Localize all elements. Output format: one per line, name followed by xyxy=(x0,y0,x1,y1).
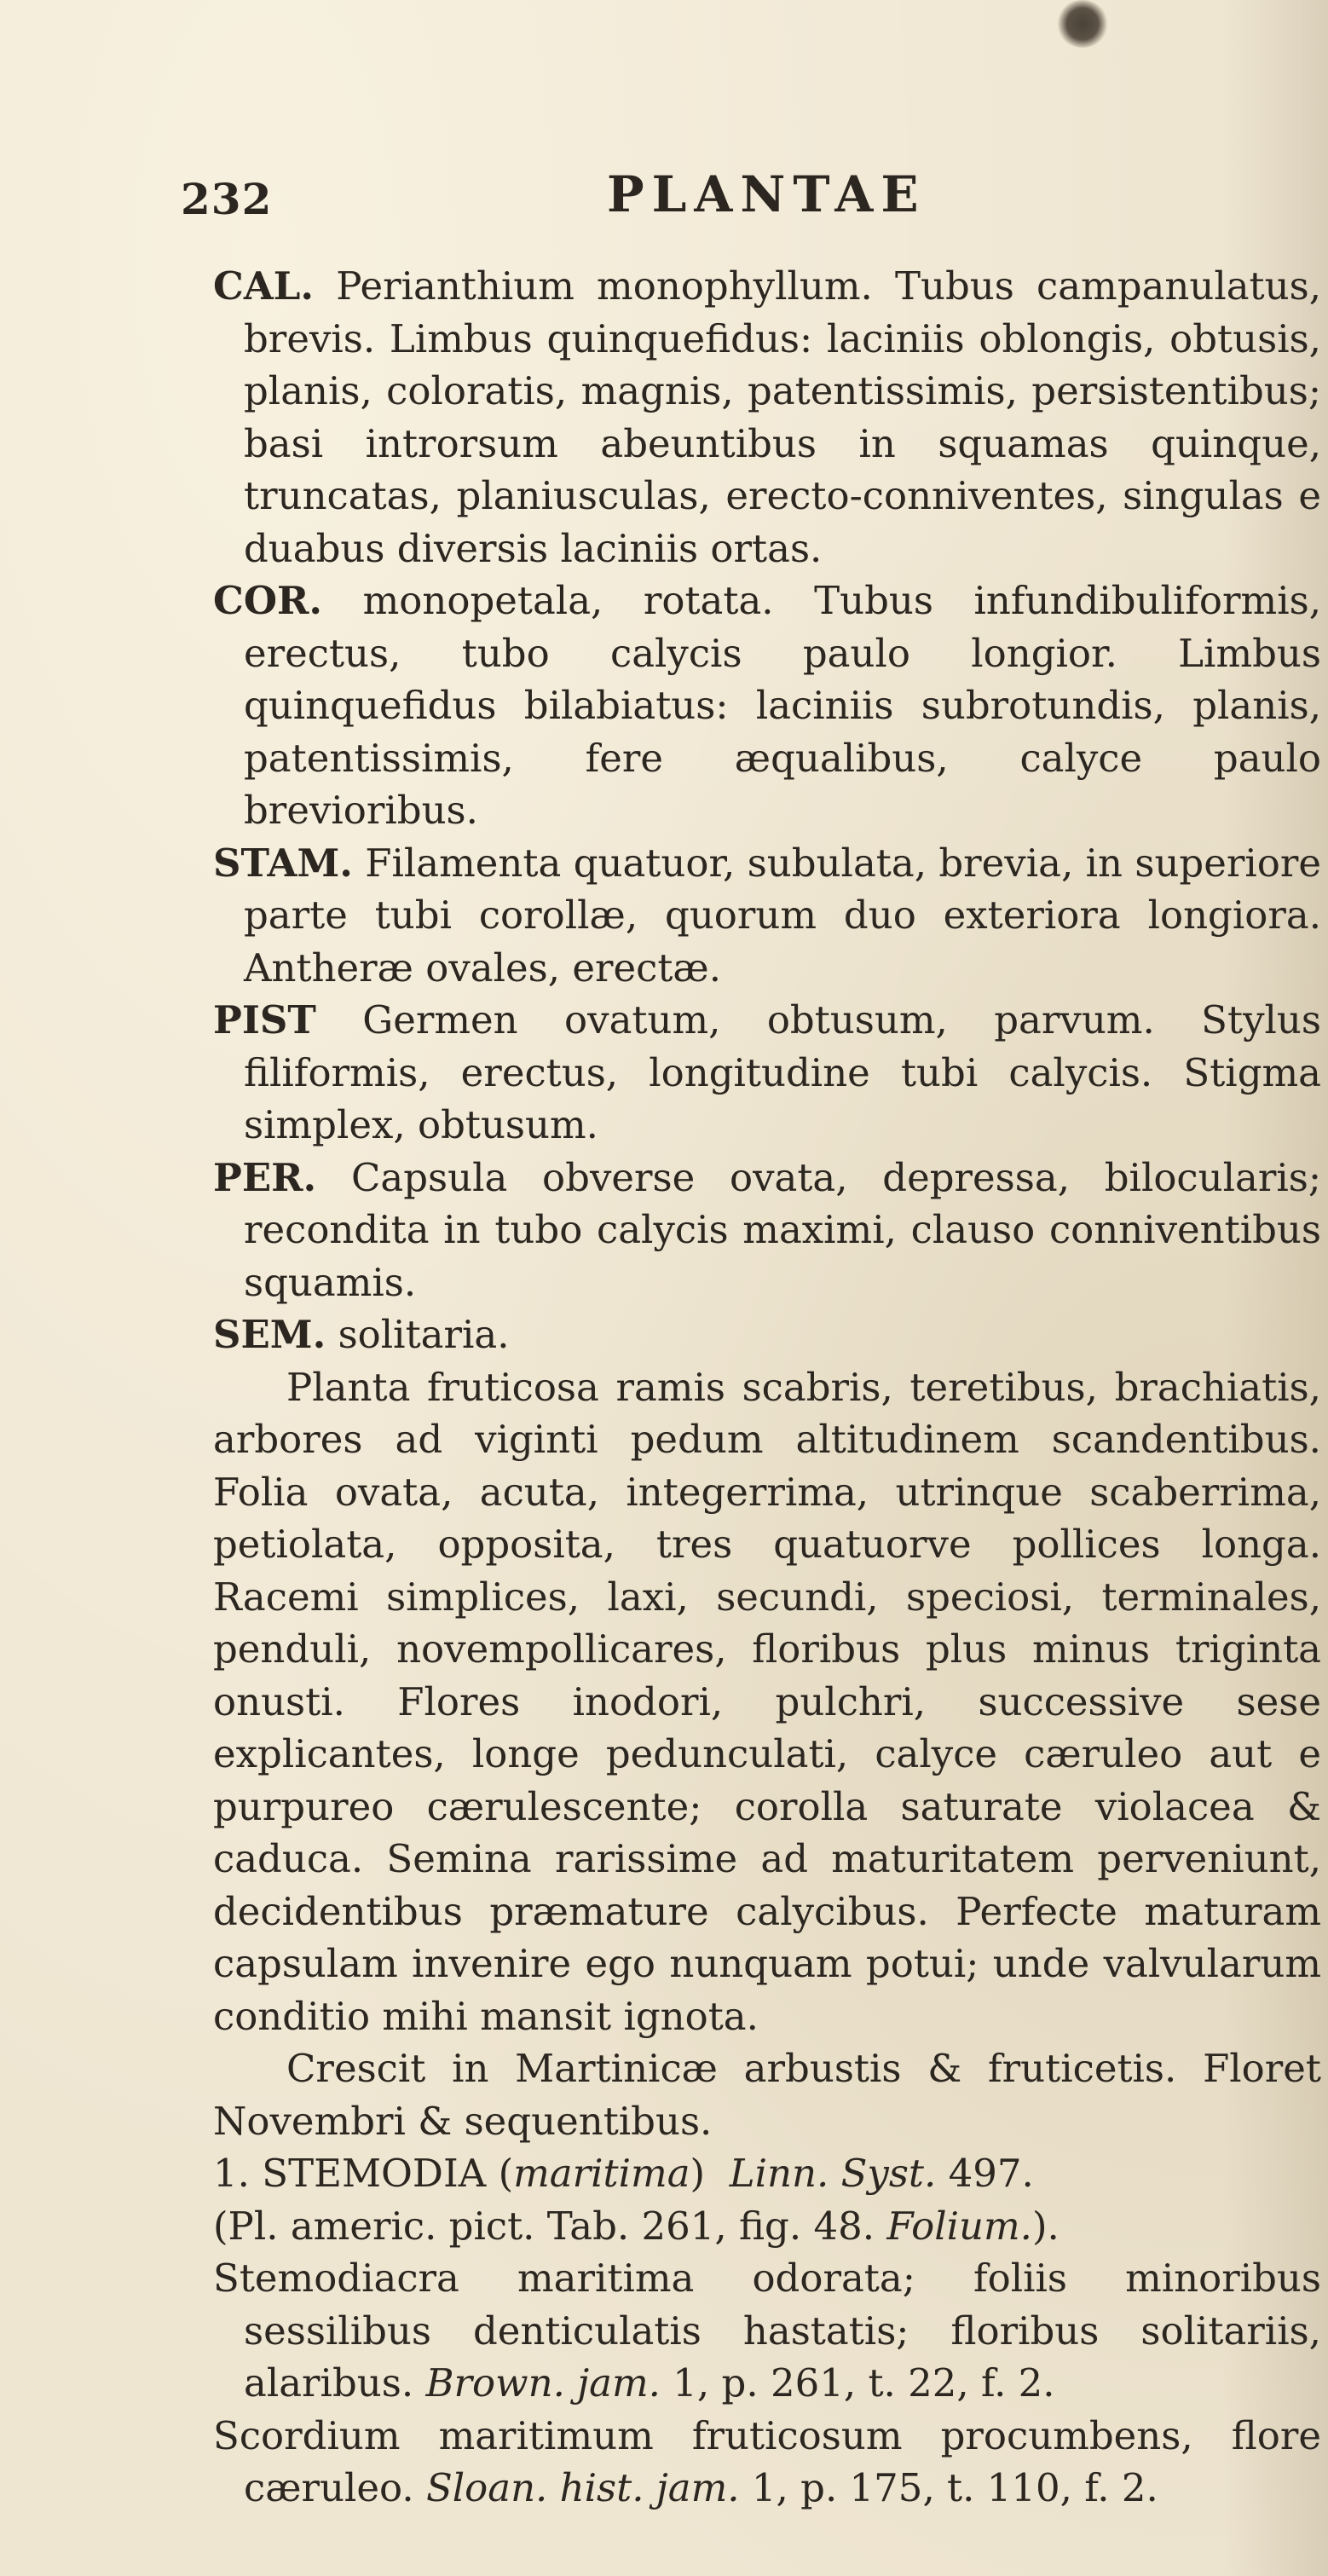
paragraph-lead: CAL. xyxy=(213,263,315,309)
paragraph-text: Germen ovatum, obtusum, parvum. Stylus filiformis, erectus, longitudine tubi calycis. Stigma simplex, obtusum. xyxy=(244,997,1321,1147)
paragraph-lead: SEM. xyxy=(213,1312,326,1357)
paragraph-pistil xyxy=(213,994,1321,1152)
paragraph-text: Perianthium monophyllum. Tubus campanulatus, brevis. Limbus quinquefidus: laciniis oblongis, obtusis, planis, coloratis, magnis, patentissimis, persistentibus; basi introrsum abeuntibus in squamas quinque, truncatas, planiusculas, erecto-conniventes, singulas e duabus diversis laciniis ortas. xyxy=(244,263,1321,571)
reference-work: Syst. xyxy=(840,2151,937,2196)
paragraph-text: Filamenta quatuor, subulata, brevia, in superiore parte tubi corollæ, quorum duo exteriora longiora. Antheræ ovales, erectæ. xyxy=(244,840,1322,991)
paragraph-calyx xyxy=(213,260,1321,575)
synonym-part: (Pl. americ. pict. Tab. 261, fig. 48. xyxy=(213,2203,887,2249)
synonym-line xyxy=(213,2200,1321,2253)
paragraph-description: Planta fruticosa ramis scabris, teretibus, brachiatis, arbores ad viginti pedum altitudinem scandentibus. Folia ovata, acuta, integerrima, utrinque scaberrima, petiolata, opposita, tres quatuorve pollices longa. Racemi simplices, laxi, secundi, speciosi, terminales, penduli, novempollicares, floribus plus minus triginta onusti. Flores inodori, pulchri, successive sese explicantes, longe pedunculati, calyce cæruleo aut e purpureo cærulescente; corolla saturate violacea & caduca. Semina rarissime ad maturitatem perveniunt, decidentibus præmature calycibus. Perfecte maturam capsulam invenire ego nunquam potui; unde valvularum conditio mihi mansit ignota. xyxy=(213,1364,1321,2039)
paragraph-pericarp xyxy=(213,1152,1321,1309)
reference-page: 497. xyxy=(948,2151,1034,2196)
paragraph-lead: PER. xyxy=(213,1154,317,1200)
paragraph-text: Capsula obverse ovata, depressa, bilocularis; recondita in tubo calycis maximi, clauso conniventibus squamis. xyxy=(244,1154,1321,1305)
body-text xyxy=(213,260,1321,2515)
species-entry: 1. STEMODIA (maritima) Linn. Syst. 497. xyxy=(213,2151,1034,2196)
synonym-part: ). xyxy=(1031,2203,1060,2249)
running-title: PLANTAE xyxy=(607,165,927,223)
paragraph-text: solitaria. xyxy=(338,1312,510,1357)
paragraph-lead: COR. xyxy=(213,578,323,623)
reference-author: Linn. xyxy=(729,2151,829,2196)
synonym-part: 1, p. 261, t. 22, f. 2. xyxy=(661,2360,1055,2406)
page-number: 232 xyxy=(181,174,273,224)
paragraph-corolla xyxy=(213,575,1321,837)
synonym-line xyxy=(213,2252,1321,2410)
paragraph-lead: PIST xyxy=(213,997,316,1043)
paragraph-lead: STAM. xyxy=(213,840,353,886)
paragraph-stamens xyxy=(213,837,1321,995)
synonym-part: Stemodiacra maritima odorata; foliis minoribus sessilibus denticulatis hastatis; floribus solitariis, alaribus. xyxy=(213,2255,1321,2406)
species-epithet: maritima xyxy=(513,2151,690,2196)
synonym-part: Sloan. hist. jam. xyxy=(425,2465,740,2510)
ink-blot xyxy=(1057,0,1108,48)
synonym-part: 1, p. 175, t. 110, f. 2. xyxy=(739,2465,1158,2510)
synonym-part: Scordium maritimum fruticosum procumbens, flore cæruleo. xyxy=(213,2412,1321,2510)
page-header xyxy=(0,162,1328,230)
genus-name: STEMODIA xyxy=(262,2151,487,2196)
synonym-part: Brown. jam. xyxy=(425,2360,661,2406)
synonym-part: Folium. xyxy=(886,2203,1032,2249)
entry-number: 1. xyxy=(213,2151,250,2196)
paragraph-habitat: Crescit in Martinicæ arbustis & fruticetis. Floret Novembri & sequentibus. xyxy=(213,2046,1321,2144)
paragraph-text: monopetala, rotata. Tubus infundibuliformis, erectus, tubo calycis paulo longior. Limbus quinquefidus bilabiatus: laciniis subrotundis, planis, patentissimis, fere æqualibus, calyce paulo brevioribus. xyxy=(244,578,1321,833)
paragraph-seeds xyxy=(213,1308,1321,1361)
synonym-line xyxy=(213,2410,1321,2515)
